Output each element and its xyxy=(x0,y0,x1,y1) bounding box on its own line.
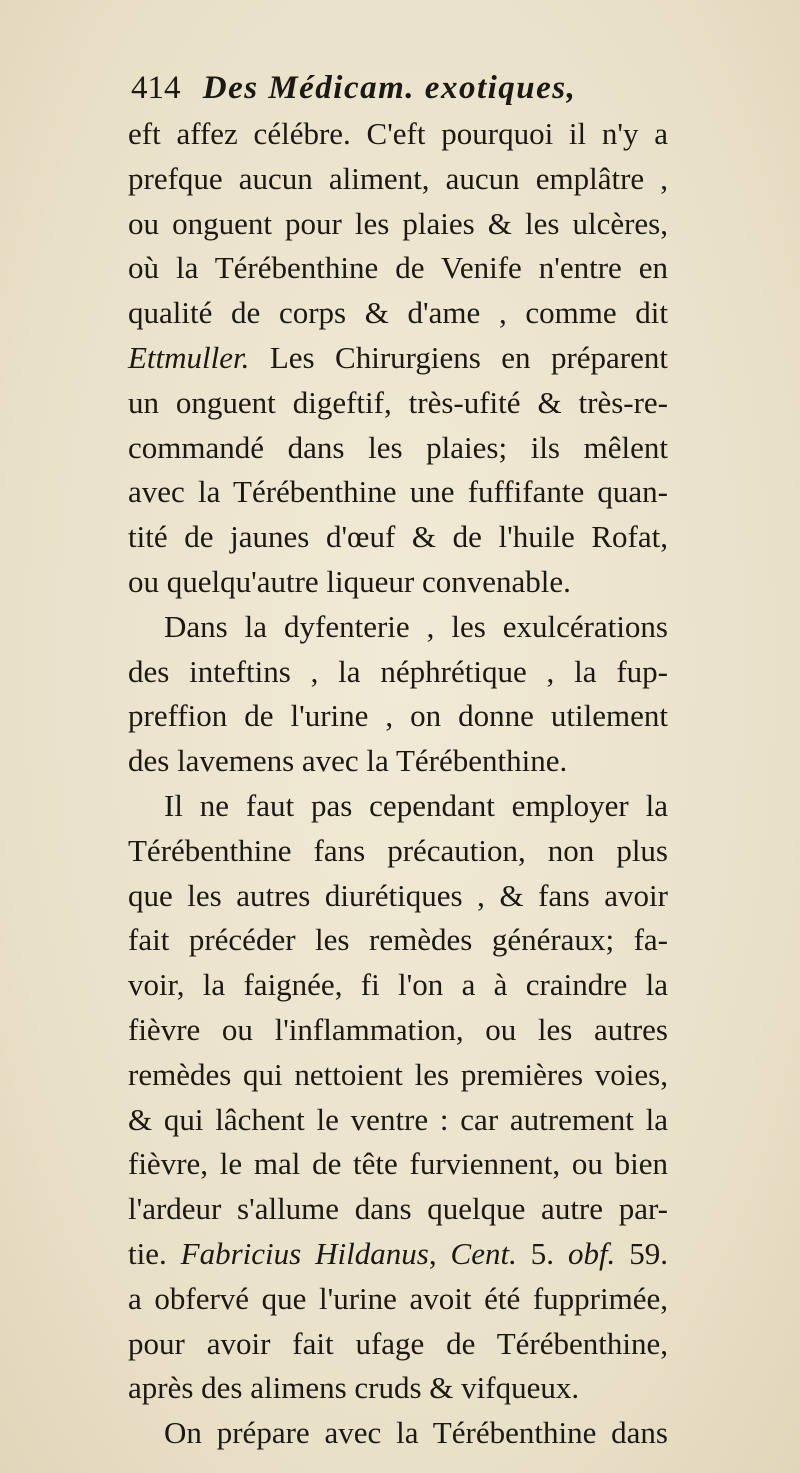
line-text: 5. xyxy=(516,1235,568,1271)
italic-text: Ettmuller. xyxy=(128,339,250,375)
text-line: après des alimens cruds & vifqueux. xyxy=(128,1370,580,1406)
text-line: un onguent digeftif, très-ufité & très-re- xyxy=(128,384,668,420)
line-text: Les Chirurgiens en préparent xyxy=(249,339,668,375)
text-line: preffion de l'urine , on donne utilement xyxy=(128,698,668,734)
text-line: des lavemens avec la Térébenthine. xyxy=(128,743,568,779)
text-line: ou onguent pour les plaies & les ulcères, xyxy=(128,205,668,241)
text-line: fait précéder les remèdes généraux; fa- xyxy=(128,922,668,958)
page-header xyxy=(131,66,691,110)
text-line: avec la Térébenthine une fuffifante quan- xyxy=(128,474,668,510)
text-line: pour avoir fait ufage de Térébenthine, xyxy=(128,1325,668,1361)
text-line: a obfervé que l'urine avoit été fupprimée, xyxy=(128,1280,668,1316)
body-text xyxy=(128,112,668,1456)
text-line: tité de jaunes d'œuf & de l'huile Rofat, xyxy=(128,519,668,555)
text-line: eft affez célébre. C'eft pourquoi il n'y a xyxy=(128,116,668,151)
text-line: qualité de corps & d'ame , comme dit xyxy=(128,295,668,331)
text-line: prefque aucun aliment, aucun emplâtre , xyxy=(128,160,668,196)
text-line: Il ne faut pas cependant employer la xyxy=(164,787,668,823)
italic-text: Fabricius Hildanus xyxy=(180,1235,429,1271)
line-text: 59. xyxy=(615,1235,668,1271)
text-line: Dans la dyfenterie , les exulcérations xyxy=(164,608,668,644)
italic-text: Cent. xyxy=(450,1235,517,1271)
italic-text: obf. xyxy=(567,1235,616,1271)
text-line: l'ardeur s'allume dans quelque autre par- xyxy=(128,1191,668,1227)
page-number: 414 xyxy=(131,70,181,106)
text-line xyxy=(128,336,668,381)
text-line: & qui lâchent le ventre : car autrement la xyxy=(128,1101,668,1137)
text-line: des inteftins , la néphrétique , la fup- xyxy=(128,653,668,689)
text-line: Térébenthine fans précaution, non plus xyxy=(128,832,668,868)
text-line: fièvre ou l'inflammation, ou les autres xyxy=(128,1011,668,1047)
text-line: où la Térébenthine de Venife n'entre en xyxy=(128,250,668,286)
text-line: ou quelqu'autre liqueur convenable. xyxy=(128,563,571,599)
text-line: fièvre, le mal de tête furviennent, ou bien xyxy=(128,1146,668,1182)
running-head: Des Médicam. exotiques, xyxy=(202,70,577,106)
text-line xyxy=(128,1232,668,1277)
text-line: On prépare avec la Térébenthine dans xyxy=(164,1415,668,1451)
line-text: , xyxy=(428,1235,451,1271)
text-line: remèdes qui nettoient les premières voies, xyxy=(128,1056,668,1092)
text-line: commandé dans les plaies; ils mêlent xyxy=(128,429,668,465)
text-line: voir, la faignée, fi l'on a à craindre la xyxy=(128,967,668,1003)
line-text: tie. xyxy=(128,1235,181,1271)
text-line: que les autres diurétiques , & fans avoir xyxy=(128,877,668,913)
